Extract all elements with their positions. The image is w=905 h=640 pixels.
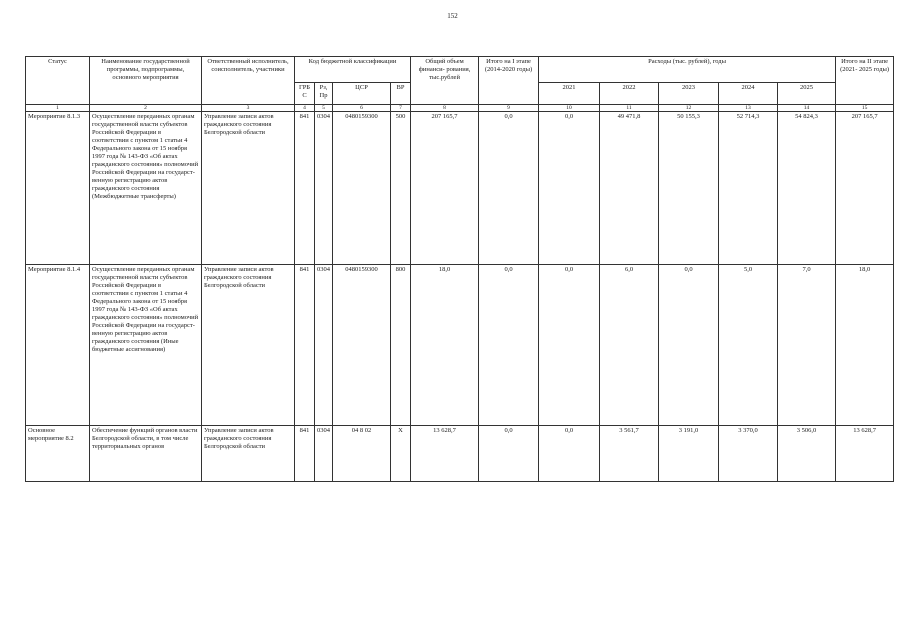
row-2022: 49 471,8 (600, 112, 659, 265)
row-2023: 0,0 (659, 265, 719, 426)
row-2021: 0,0 (539, 112, 600, 265)
header-year: 2021 (539, 83, 600, 105)
header-name: Наименование государственной программы, подпрограммы, основного мероприятия (90, 57, 202, 105)
header-year: 2023 (659, 83, 719, 105)
table-row (26, 426, 894, 482)
row-stage2: 207 165,7 (836, 112, 894, 265)
column-number: 10 (539, 105, 600, 112)
column-number: 15 (836, 105, 894, 112)
row-2021: 0,0 (539, 265, 600, 426)
header-grbs: ГРБ С (295, 83, 315, 105)
column-number: 13 (719, 105, 778, 112)
row-csr: 04 8 02 (333, 426, 391, 482)
row-2024: 52 714,3 (719, 112, 778, 265)
row-name: Осуществление переданных органам государственной власти субъектов Российской Федерации в соответствии с пунктом 1 статьи 4 Федерального закона от 15 ноября 1997 года № 143-ФЗ «Об актах гражданского состояния» полномочий Российской Федерации на государст- венную регистрацию актов гражданского состояния (Иные бюджетные ассигнования) (90, 265, 202, 426)
table-row (26, 265, 894, 426)
row-responsible: Управление записи актов гражданского состояния Белгородской области (202, 112, 295, 265)
row-2022: 6,0 (600, 265, 659, 426)
row-stage2: 18,0 (836, 265, 894, 426)
row-vr: 800 (391, 265, 411, 426)
row-responsible: Управление записи актов гражданского состояния Белгородской области (202, 265, 295, 426)
column-number: 9 (479, 105, 539, 112)
row-csr: 0480159300 (333, 265, 391, 426)
header-year: 2024 (719, 83, 778, 105)
row-2024: 5,0 (719, 265, 778, 426)
row-name: Обеспечение функций органов власти Белгородской области, в том числе территориальных органов (90, 426, 202, 482)
header-status: Статус (26, 57, 90, 105)
row-total: 13 628,7 (411, 426, 479, 482)
row-2025: 54 824,3 (778, 112, 836, 265)
column-number: 14 (778, 105, 836, 112)
table-row (26, 112, 894, 265)
row-rzpr: 0304 (315, 426, 333, 482)
row-2023: 3 191,0 (659, 426, 719, 482)
column-number: 3 (202, 105, 295, 112)
column-number: 7 (391, 105, 411, 112)
row-rzpr: 0304 (315, 265, 333, 426)
header-vr: ВР (391, 83, 411, 105)
row-grbs: 841 (295, 112, 315, 265)
header-stage2-total: Итого на II этапе (2021- 2025 годы) (836, 57, 894, 105)
column-number: 1 (26, 105, 90, 112)
row-csr: 0480159300 (333, 112, 391, 265)
header-year: 2022 (600, 83, 659, 105)
row-grbs: 841 (295, 265, 315, 426)
row-vr: 500 (391, 112, 411, 265)
row-2025: 7,0 (778, 265, 836, 426)
row-stage1: 0,0 (479, 265, 539, 426)
header-year: 2025 (778, 83, 836, 105)
column-number: 2 (90, 105, 202, 112)
row-2021: 0,0 (539, 426, 600, 482)
row-vr: Х (391, 426, 411, 482)
column-number: 8 (411, 105, 479, 112)
row-status: Мероприятие 8.1.3 (26, 112, 90, 265)
row-total: 18,0 (411, 265, 479, 426)
row-responsible: Управление записи актов гражданского состояния Белгородской области (202, 426, 295, 482)
header-stage1-total: Итого на I этапе (2014-2020 годы) (479, 57, 539, 105)
row-stage1: 0,0 (479, 112, 539, 265)
row-status: Основное мероприятие 8.2 (26, 426, 90, 482)
header-budget-code: Код бюджетной классификации (295, 57, 411, 83)
row-2025: 3 506,0 (778, 426, 836, 482)
header-csr: ЦСР (333, 83, 391, 105)
row-stage1: 0,0 (479, 426, 539, 482)
row-grbs: 841 (295, 426, 315, 482)
row-stage2: 13 628,7 (836, 426, 894, 482)
row-2022: 3 561,7 (600, 426, 659, 482)
row-status: Мероприятие 8.1.4 (26, 265, 90, 426)
column-number: 6 (333, 105, 391, 112)
row-rzpr: 0304 (315, 112, 333, 265)
budget-table (25, 56, 894, 482)
header-expenses: Расходы (тыс. рублей), годы (539, 57, 836, 83)
row-name: Осуществление переданных органам государственной власти субъектов Российской Федерации в соответствии с пунктом 1 статьи 4 Федерального закона от 15 ноября 1997 года № 143-ФЗ «Об актах гражданского состояния» полномочий Российской Федерации на государст- венную регистрацию актов гражданского состояния (Межбюджетные трансферты) (90, 112, 202, 265)
column-number: 5 (315, 105, 333, 112)
header-responsible: Ответственный исполнитель, соисполнитель, участники (202, 57, 295, 105)
row-2023: 50 155,3 (659, 112, 719, 265)
row-total: 207 165,7 (411, 112, 479, 265)
row-2024: 3 370,0 (719, 426, 778, 482)
column-number: 4 (295, 105, 315, 112)
column-number: 12 (659, 105, 719, 112)
header-rzpr: Рз, Пр (315, 83, 333, 105)
column-number: 11 (600, 105, 659, 112)
page-number: 152 (447, 12, 458, 20)
header-total-volume: Общий объем финанси- рования, тыс.рублей (411, 57, 479, 105)
column-number-row (26, 105, 894, 112)
